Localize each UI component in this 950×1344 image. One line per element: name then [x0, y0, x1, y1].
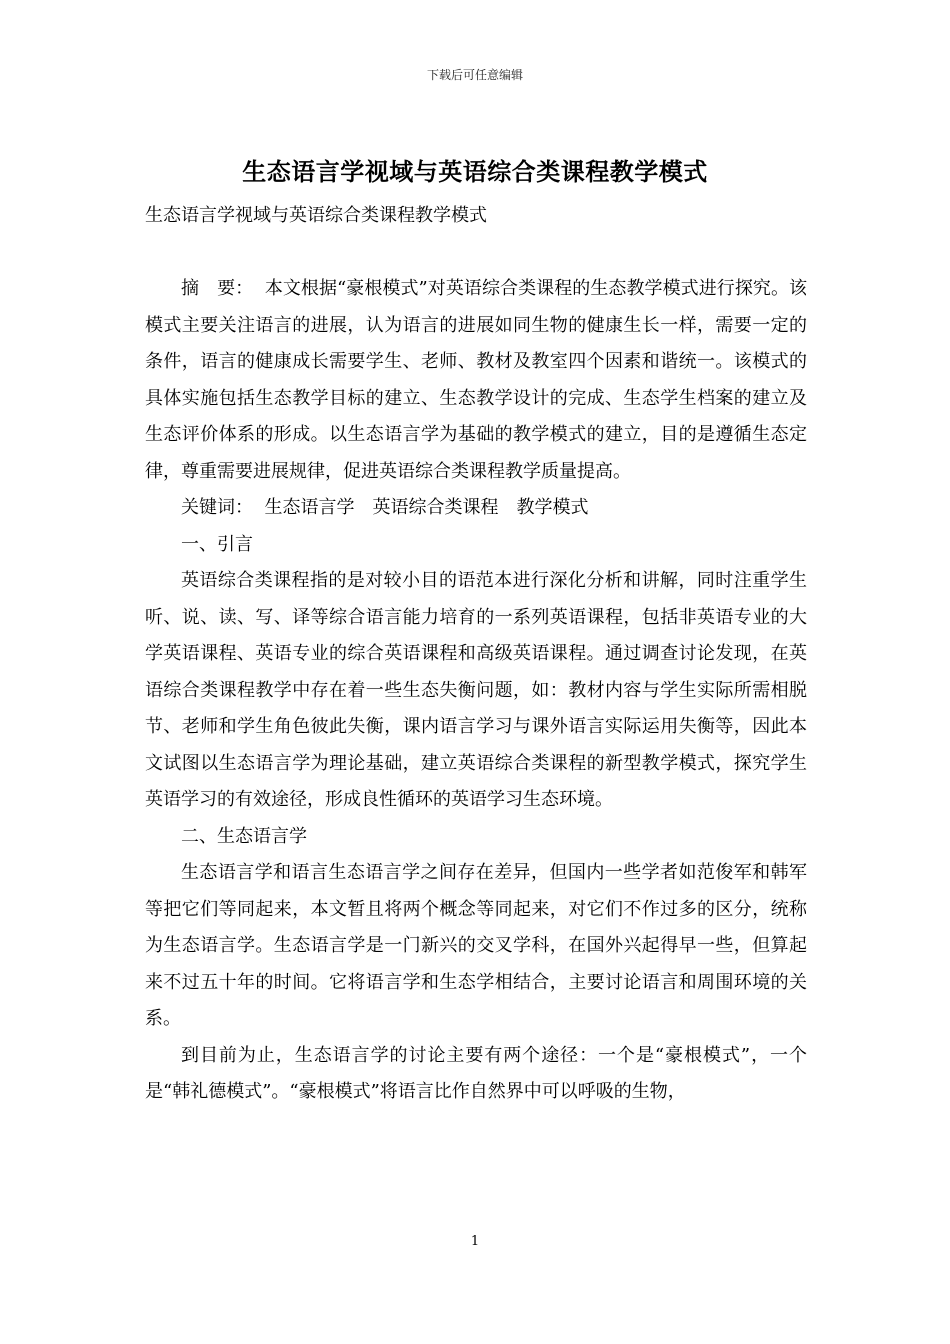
keywords-label: 关键词： — [181, 497, 253, 518]
abstract-text: 本文根据“豪根模式”对英语综合类课程的生态教学模式进行探究。该模式主要关注语言的进展，认为语言的进展如同生物的健康生长一样，需要一定的条件，语言的健康成长需要学生、老师、教材及教室四个因素和谐统一。该模式的具体实施包括生态教学目标的建立、生态教学设计的完成、生态学生档案的建立及生态评价体系的形成。以生态语言学为基础的教学模式的建立，目的是遵循生态定律，尊重需要进展规律，促进英语综合类课程教学质量提高。 — [145, 278, 807, 482]
keywords-paragraph — [145, 490, 807, 527]
abstract-label: 摘 要： — [181, 278, 254, 299]
section1-heading: 一、引言 — [181, 533, 253, 555]
keywords-text: 生态语言学 英语综合类课程 教学模式 — [264, 497, 589, 518]
header-note: 下载后可任意编辑 — [426, 68, 523, 82]
section2-paragraph-1: 生态语言学和语言生态语言学之间存在差异，但国内一些学者如范俊军和韩军等把它们等同起来，本文暂且将两个概念等同起来，对它们不作过多的区分，统称为生态语言学。生态语言学是一门新兴的交叉学科，在国外兴起得早一些，但算起来不过五十年的时间。它将语言学和生态学相结合，主要讨论语言和周围环境的关系。 — [145, 862, 807, 1029]
document-body — [145, 271, 807, 1111]
document-subtitle: 生态语言学视域与英语综合类课程教学模式 — [145, 205, 487, 226]
page-number: 1 — [470, 1234, 480, 1249]
section2-paragraph-2: 到目前为止，生态语言学的讨论主要有两个途径：一个是“豪根模式”，一个是“韩礼德模式”。“豪根模式”将语言比作自然界中可以呼吸的生物， — [145, 1044, 807, 1102]
section1-paragraph: 英语综合类课程指的是对较小目的语范本进行深化分析和讲解，同时注重学生听、说、读、写、译等综合语言能力培育的一系列英语课程，包括非英语专业的大学英语课程、英语专业的综合英语课程和高级英语课程。通过调查讨论发现，在英语综合类课程教学中存在着一些生态失衡问题，如：教材内容与学生实际所需相脱节、老师和学生角色彼此失衡，课内语言学习与课外语言实际运用失衡等，因此本文试图以生态语言学为理论基础，建立英语综合类课程的新型教学模式，探究学生英语学习的有效途径，形成良性循环的英语学习生态环境。 — [145, 570, 807, 810]
section2-heading: 二、生态语言学 — [181, 825, 307, 847]
document-title: 生态语言学视域与英语综合类课程教学模式 — [242, 157, 708, 186]
abstract-paragraph — [145, 271, 807, 490]
